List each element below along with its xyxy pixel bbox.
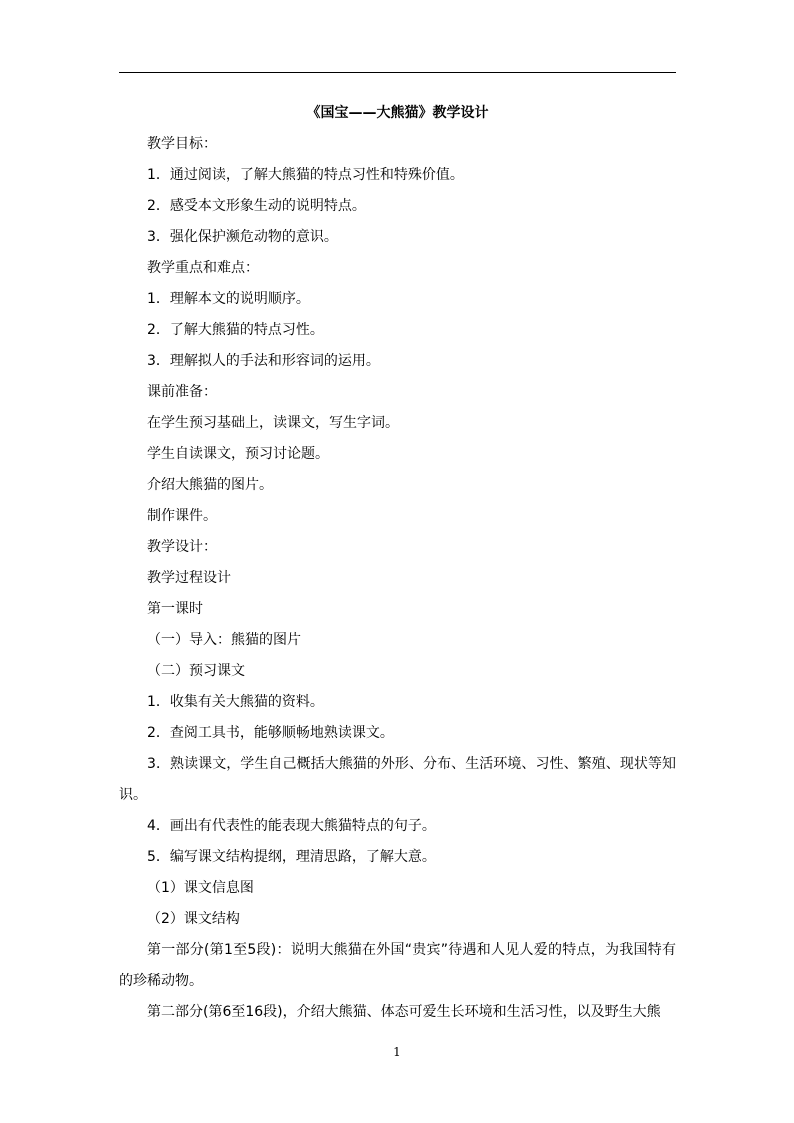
preview-item: 5．编写课文结构提纲，理清思路，了解大意。 [147, 849, 436, 865]
section-heading-preparation: 课前准备： [147, 384, 217, 400]
preview-item: 3．熟读课文，学生自己概括大熊猫的外形、分布、生活环境、习性、繁殖、现状等知识。 [119, 756, 676, 803]
preparation-item: 在学生预习基础上，读课文，写生字词。 [147, 415, 399, 431]
key-point-item: 1．理解本文的说明顺序。 [147, 291, 310, 307]
document-body [119, 98, 676, 1028]
objective-item: 2．感受本文形象生动的说明特点。 [147, 198, 366, 214]
structure-part-two: 第二部分(第6至16段)，介绍大熊猫、体态可爱生长环境和生活习性，以及野生大熊 [147, 1004, 661, 1020]
section-heading-objectives: 教学目标： [147, 136, 217, 152]
page-number: 1 [393, 1045, 401, 1059]
document-title: 《国宝——大熊猫》教学设计 [306, 105, 489, 121]
lesson-heading: 第一课时 [147, 601, 203, 617]
structure-part-one: 第一部分(第1至5段)：说明大熊猫在外国“贵宾”待遇和人见人爱的特点，为我国特有的珍稀动物。 [119, 942, 676, 989]
section-heading-process: 教学过程设计 [147, 570, 231, 586]
step-heading: （二）预习课文 [147, 663, 245, 679]
sub-item: （1）课文信息图 [147, 880, 254, 896]
preview-item: 4．画出有代表性的能表现大熊猫特点的句子。 [147, 818, 436, 834]
section-heading-design: 教学设计： [147, 539, 217, 555]
key-point-item: 2．了解大熊猫的特点习性。 [147, 322, 324, 338]
preparation-item: 学生自读课文，预习讨论题。 [147, 446, 329, 462]
step-heading: （一）导入：熊猫的图片 [147, 632, 301, 648]
preview-item: 1．收集有关大熊猫的资料。 [147, 694, 324, 710]
section-heading-key-points: 教学重点和难点： [147, 260, 259, 276]
preview-item: 2．查阅工具书，能够顺畅地熟读课文。 [147, 725, 394, 741]
preparation-item: 制作课件。 [147, 508, 217, 524]
key-point-item: 3．理解拟人的手法和形容词的运用。 [147, 353, 380, 369]
objective-item: 1．通过阅读，了解大熊猫的特点习性和特殊价值。 [147, 167, 464, 183]
objective-item: 3．强化保护濒危动物的意识。 [147, 229, 338, 245]
sub-item: （2）课文结构 [147, 911, 240, 927]
preparation-item: 介绍大熊猫的图片。 [147, 477, 273, 493]
header-rule [119, 72, 676, 73]
